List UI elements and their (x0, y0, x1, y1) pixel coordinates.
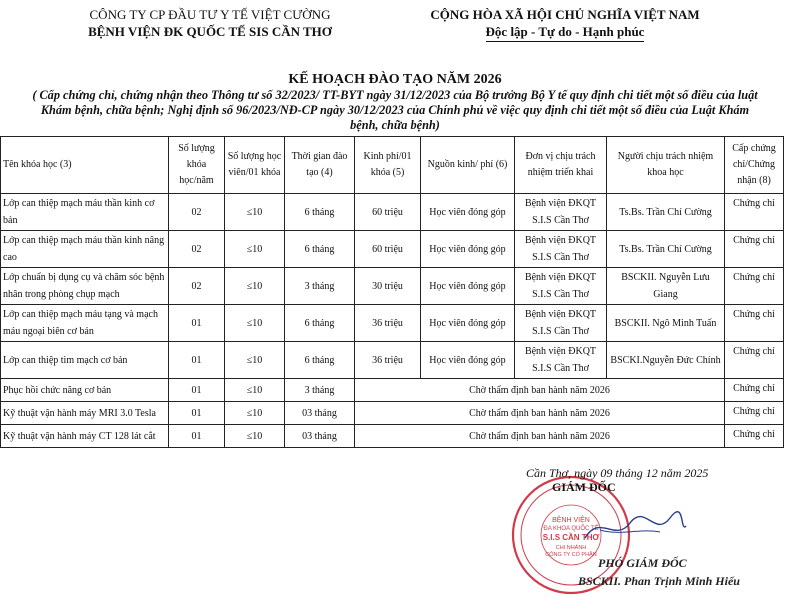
duration: 6 tháng (285, 194, 355, 231)
table-row (1, 305, 784, 342)
course-name: Phục hồi chức năng cơ bản (1, 379, 169, 402)
training-plan-table (0, 136, 784, 448)
course-name: Lớp can thiệp tim mạch cơ bản (1, 342, 169, 379)
responsible-person: Ts.Bs. Trần Chí Cường (607, 231, 725, 268)
svg-text:ĐA KHOA QUỐC TẾ: ĐA KHOA QUỐC TẾ (543, 526, 599, 532)
col-students: Số lượng học viên/01 khóa (225, 137, 285, 194)
responsible-person: Ts.Bs. Trần Chí Cường (607, 194, 725, 231)
responsible-person: BSCKII. Nguyễn Lưu Giang (607, 268, 725, 305)
svg-text:CÔNG TY CỔ PHẦN: CÔNG TY CỔ PHẦN (545, 552, 597, 558)
col-courses-per-year: Số lượng khóa học/năm (169, 137, 225, 194)
col-cert: Cấp chứng chỉ/Chứng nhận (8) (725, 137, 784, 194)
pending-note: Chờ thẩm định ban hành năm 2026 (355, 379, 725, 402)
funding-source: Học viên đóng góp (421, 194, 515, 231)
funding-source: Học viên đóng góp (421, 231, 515, 268)
responsible-person: BSCKII. Ngô Minh Tuấn (607, 305, 725, 342)
subtitle-line: bệnh, chữa bệnh) (350, 118, 440, 132)
course-name: Lớp chuẩn bị dụng cụ và chăm sóc bệnh nhân trong phòng chụp mạch (1, 268, 169, 305)
duration: 03 tháng (285, 425, 355, 448)
student-count: ≤10 (225, 231, 285, 268)
duration: 6 tháng (285, 305, 355, 342)
place-date: Cần Thơ, ngày 09 tháng 12 năm 2025 (526, 466, 709, 480)
pending-note: Chờ thẩm định ban hành năm 2026 (355, 425, 725, 448)
course-count: 01 (169, 425, 225, 448)
col-source: Nguồn kinh/ phí (6) (421, 137, 515, 194)
svg-text:S.I.S CẦN THƠ: S.I.S CẦN THƠ (542, 533, 600, 542)
student-count: ≤10 (225, 268, 285, 305)
course-name: Lớp can thiệp mạch máu thần kinh cơ bản (1, 194, 169, 231)
duration: 3 tháng (285, 379, 355, 402)
course-name: Lớp can thiệp mạch máu thần kinh nâng cao (1, 231, 169, 268)
table-row (1, 231, 784, 268)
course-count: 01 (169, 305, 225, 342)
course-name: Kỹ thuật vận hành máy CT 128 lát cắt (1, 425, 169, 448)
company-name: CÔNG TY CP ĐẦU TƯ Y TẾ VIỆT CƯỜNG (89, 7, 331, 22)
signer-name: BSCKII. Phan Trịnh Minh Hiếu (578, 574, 740, 588)
table-row (1, 425, 784, 448)
fee: 36 triệu (355, 342, 421, 379)
student-count: ≤10 (225, 425, 285, 448)
responsible-unit: Bệnh viện ĐKQT S.I.S Cần Thơ (515, 305, 607, 342)
funding-source: Học viên đóng góp (421, 342, 515, 379)
col-unit: Đơn vị chịu trách nhiệm triển khai (515, 137, 607, 194)
subtitle-line: Khám bệnh, chữa bệnh; Nghị định số 96/2023/NĐ-CP ngày 30/12/2023 của Chính phủ về việc quy định chi tiết một số điều của Luật Khám (40, 103, 750, 117)
student-count: ≤10 (225, 402, 285, 425)
certificate-type: Chứng chỉ (725, 305, 784, 342)
certificate-type: Chứng chỉ (725, 402, 784, 425)
course-count: 02 (169, 268, 225, 305)
signature-icon (580, 508, 690, 548)
svg-text:CHI NHÁNH: CHI NHÁNH (555, 545, 587, 551)
table-row (1, 268, 784, 305)
responsible-unit: Bệnh viện ĐKQT S.I.S Cần Thơ (515, 231, 607, 268)
responsible-unit: Bệnh viện ĐKQT S.I.S Cần Thơ (515, 194, 607, 231)
org-header (60, 6, 360, 40)
duration: 6 tháng (285, 231, 355, 268)
student-count: ≤10 (225, 342, 285, 379)
responsible-unit: Bệnh viện ĐKQT S.I.S Cần Thơ (515, 268, 607, 305)
republic-name: CỘNG HÒA XÃ HỘI CHỦ NGHĨA VIỆT NAM (430, 7, 700, 22)
col-fee: Kinh phí/01 khóa (5) (355, 137, 421, 194)
student-count: ≤10 (225, 379, 285, 402)
certificate-type: Chứng chỉ (725, 231, 784, 268)
certificate-type: Chứng chỉ (725, 425, 784, 448)
document-title: KẾ HOẠCH ĐÀO TẠO NĂM 2026 (288, 72, 502, 87)
responsible-person: BSCKI.Nguyễn Đức Chính (607, 342, 725, 379)
duration: 3 tháng (285, 268, 355, 305)
col-person: Người chịu trách nhiệm khoa học (607, 137, 725, 194)
svg-text:BỆNH VIỆN: BỆNH VIỆN (552, 517, 590, 524)
student-count: ≤10 (225, 305, 285, 342)
fee: 36 triệu (355, 305, 421, 342)
certificate-type: Chứng chỉ (725, 379, 784, 402)
funding-source: Học viên đóng góp (421, 305, 515, 342)
director-title: GIÁM ĐỐC (552, 480, 616, 494)
pending-note: Chờ thẩm định ban hành năm 2026 (355, 402, 725, 425)
certificate-type: Chứng chỉ (725, 268, 784, 305)
document-subtitle (0, 88, 790, 133)
table-row (1, 194, 784, 231)
course-count: 01 (169, 379, 225, 402)
col-duration: Thời gian đào tạo (4) (285, 137, 355, 194)
table-header-row (1, 137, 784, 194)
certificate-type: Chứng chỉ (725, 342, 784, 379)
vice-director-title: PHÓ GIÁM ĐỐC (598, 556, 687, 570)
fee: 30 triệu (355, 268, 421, 305)
table-row (1, 379, 784, 402)
course-count: 01 (169, 402, 225, 425)
national-motto: Độc lập - Tự do - Hạnh phúc (486, 23, 645, 42)
funding-source: Học viên đóng góp (421, 268, 515, 305)
certificate-type: Chứng chỉ (725, 194, 784, 231)
table-row (1, 342, 784, 379)
fee: 60 triệu (355, 231, 421, 268)
course-name: Kỹ thuật vận hành máy MRI 3.0 Tesla (1, 402, 169, 425)
course-count: 02 (169, 194, 225, 231)
course-name: Lớp can thiệp mạch máu tạng và mạch máu ngoại biên cơ bản (1, 305, 169, 342)
duration: 03 tháng (285, 402, 355, 425)
national-header (405, 6, 725, 42)
student-count: ≤10 (225, 194, 285, 231)
fee: 60 triệu (355, 194, 421, 231)
table-row (1, 402, 784, 425)
col-course: Tên khóa học (3) (1, 137, 169, 194)
course-count: 01 (169, 342, 225, 379)
responsible-unit: Bệnh viện ĐKQT S.I.S Cần Thơ (515, 342, 607, 379)
subtitle-line: ( Cấp chứng chỉ, chứng nhận theo Thông tư số 32/2023/ TT-BYT ngày 31/12/2023 của Bộ trưởng Bộ Y tế quy định chi tiết một số điều của luật (32, 88, 758, 102)
duration: 6 tháng (285, 342, 355, 379)
course-count: 02 (169, 231, 225, 268)
hospital-name: BỆNH VIỆN ĐK QUỐC TẾ SIS CẦN THƠ (88, 24, 332, 39)
